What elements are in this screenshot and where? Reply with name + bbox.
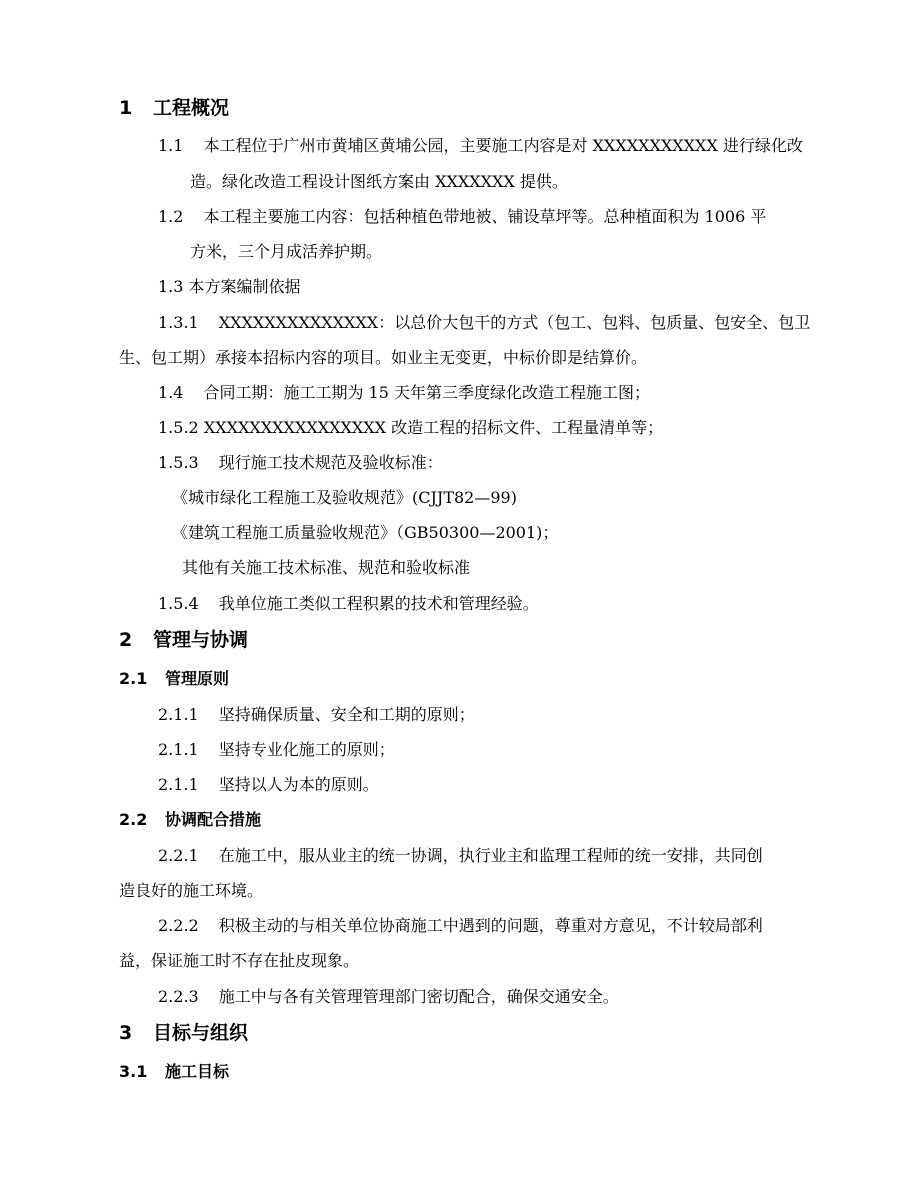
item-number: 1.3.1 <box>158 313 199 332</box>
item-number: 1.5.4 <box>158 594 199 613</box>
item-number: 1.1 <box>158 136 184 155</box>
item-number: 2.1.1 <box>158 740 199 759</box>
item-text: 施工中与各有关管理管理部门密切配合，确保交通安全。 <box>218 987 619 1006</box>
standard-reference: 其他有关施工技术标准、规范和验收标准 <box>182 558 471 577</box>
paragraph-continuation <box>190 172 568 192</box>
item-text: XXXXXXXXXXXXXX：以总价大包干的方式（包工、包料、包质量、包安全、包卫 <box>218 313 811 332</box>
paragraph <box>158 418 663 438</box>
paragraph <box>158 594 539 614</box>
item-text: 本方案编制依据 <box>188 277 301 296</box>
item-number: 1.5.2 <box>158 418 199 437</box>
section-heading <box>119 628 248 652</box>
subsection-title: 协调配合措施 <box>165 810 262 829</box>
subsection-number: 2.2 <box>119 810 148 829</box>
section-number: 1 <box>119 97 133 119</box>
section-title: 工程概况 <box>153 97 230 119</box>
paragraph <box>158 277 301 297</box>
item-text: 在施工中，服从业主的统一协调，执行业主和监理工程师的统一安排，共同创 <box>218 846 763 865</box>
paragraph-continuation <box>190 242 382 262</box>
paragraph <box>158 453 443 473</box>
paragraph <box>158 846 763 866</box>
standard-reference: 《城市绿化工程施工及验收规范》(CJJT82—99) <box>172 488 517 507</box>
subsection-heading <box>119 669 229 689</box>
section-heading <box>119 96 229 120</box>
item-text: 造良好的施工环境。 <box>119 881 264 900</box>
item-number: 1.4 <box>158 383 184 402</box>
subsection-title: 施工目标 <box>165 1062 230 1081</box>
item-text: 坚持确保质量、安全和工期的原则； <box>218 705 475 724</box>
paragraph <box>158 207 766 227</box>
item-number: 2.2.1 <box>158 846 199 865</box>
section-number: 2 <box>119 629 133 651</box>
item-text: 方米，三个月成活养护期。 <box>190 242 383 261</box>
item-number: 2.1.1 <box>158 705 199 724</box>
section-heading <box>119 1021 248 1045</box>
paragraph <box>158 136 803 156</box>
item-number: 1.2 <box>158 207 184 226</box>
item-text: 现行施工技术规范及验收标准： <box>218 453 443 472</box>
paragraph <box>158 740 395 760</box>
section-title: 管理与协调 <box>153 629 249 651</box>
paragraph-continuation <box>119 881 263 901</box>
paragraph <box>158 705 475 725</box>
item-number: 2.2.2 <box>158 916 199 935</box>
item-text: 生、包工期）承接本招标内容的项目。如业主无变更，中标价即是结算价。 <box>119 348 648 367</box>
item-number: 2.1.1 <box>158 775 199 794</box>
paragraph <box>158 383 650 403</box>
subsection-title: 管理原则 <box>165 669 230 688</box>
item-text: 坚持专业化施工的原则； <box>218 740 395 759</box>
paragraph <box>158 987 619 1007</box>
paragraph-continuation <box>119 348 647 368</box>
item-text: 本工程位于广州市黄埔区黄埔公园，主要施工内容是对 XXXXXXXXXXX 进行绿化改 <box>203 136 803 155</box>
item-text: 积极主动的与相关单位协商施工中遇到的问题，尊重对方意见，不计较局部利 <box>218 916 763 935</box>
subsection-heading <box>119 810 261 830</box>
item-text: 坚持以人为本的原则。 <box>218 775 379 794</box>
item-text: 造。绿化改造工程设计图纸方案由 XXXXXXX 提供。 <box>190 172 568 191</box>
paragraph <box>158 313 810 333</box>
item-text: XXXXXXXXXXXXXXXX 改造工程的招标文件、工程量清单等； <box>203 418 664 437</box>
item-text: 本工程主要施工内容：包括种植色带地被、铺设草坪等。总种植面积为 1006 平 <box>203 207 767 226</box>
paragraph-continuation <box>119 951 359 971</box>
subsection-number: 2.1 <box>119 669 148 688</box>
item-number: 1.5.3 <box>158 453 199 472</box>
standard-reference: 《建筑工程施工质量验收规范》（GB50300—2001)； <box>172 523 559 542</box>
item-number: 1.3 <box>158 277 184 296</box>
subsection-number: 3.1 <box>119 1062 148 1081</box>
paragraph <box>158 916 763 936</box>
item-text: 益，保证施工时不存在扯皮现象。 <box>119 951 360 970</box>
item-text: 合同工期：施工工期为 15 天年第三季度绿化改造工程施工图； <box>203 383 650 402</box>
section-title: 目标与组织 <box>153 1022 249 1044</box>
section-number: 3 <box>119 1022 133 1044</box>
subsection-heading <box>119 1062 229 1082</box>
paragraph <box>158 775 379 795</box>
item-number: 2.2.3 <box>158 987 199 1006</box>
item-text: 我单位施工类似工程积累的技术和管理经验。 <box>218 594 539 613</box>
